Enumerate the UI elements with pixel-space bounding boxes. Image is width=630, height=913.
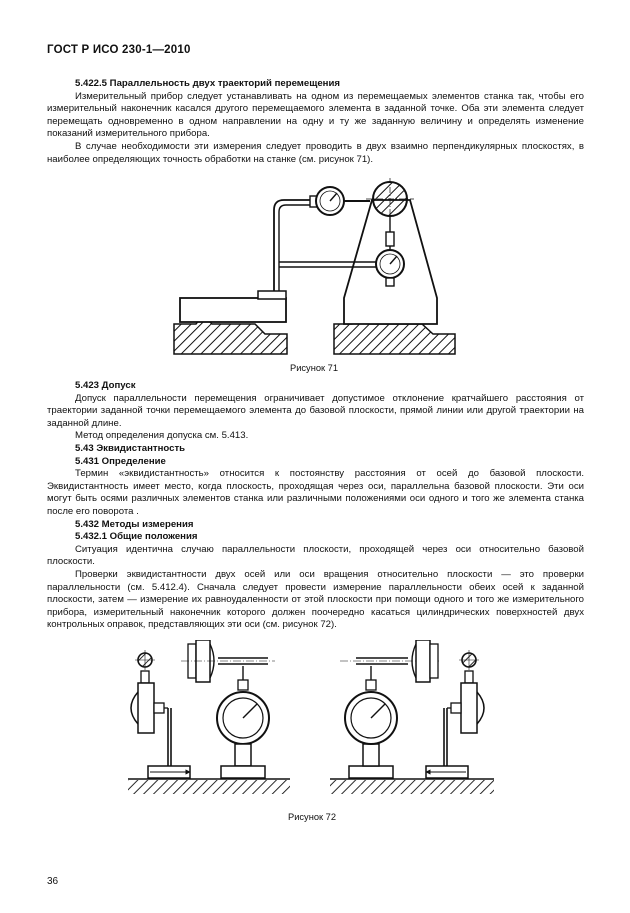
- section-5-423-to-5-432-1: [47, 380, 584, 632]
- document-code: ГОСТ Р ИСО 230-1—2010: [47, 44, 191, 56]
- ground-right: [330, 780, 494, 794]
- paragraph: Проверки эквидистантности двух осей или оси вращения относительно плоскости — это проверки параллельности (см. 5.412.4). Сначала следует провести измерение параллельности обеих осей к заданной плоскости, затем — измерение их равноудаленности от этой плоскости при помощи одного и того же измерительного прибора, измерительный наконечник которого должен поочередно касаться цилиндрических поверхностей двух контрольных оправок, представляющих эти оси (см. рисунок 72).: [47, 568, 584, 631]
- test-mandrel-right: [416, 640, 430, 682]
- section-heading: 5.432 Методы измерения: [75, 518, 194, 530]
- page-number: 36: [47, 876, 59, 887]
- figure-72-diagram: [0, 640, 630, 805]
- paragraph: Ситуация идентична случаю параллельности плоскости, проходящей через оси относительно базовой плоскости.: [47, 543, 584, 568]
- section-5-422-5: [47, 78, 584, 166]
- dial-indicator-side-left: [138, 683, 154, 733]
- paragraph: Метод определения допуска см. 5.413.: [75, 430, 249, 442]
- paragraph: В случае необходимости эти измерения следует проводить в двух взаимно перпендикулярных плоскостях, в наиболее определяющих точность обработки на станке (см. рисунок 71).: [47, 140, 584, 165]
- figure-72-caption: Рисунок 72: [288, 812, 336, 822]
- paragraph: Допуск параллельности перемещения ограничивает допустимое отклонение кратчайшего расстояния от траектории заданной точки перемещаемого элемента до базовой плоскости, прямой линии или другой траектории на заданной длине.: [47, 392, 584, 429]
- dial-indicator-side-right: [461, 683, 477, 733]
- paragraph: Термин «эквидистантность» относится к постоянству расстояния от осей до базовой плоскости. Эквидистантность имеет место, когда плоскость, проходящая через оси, параллельна базовой плоскости. Эти оси могут быть осями различных элементов станка или различными положениями оси одного и того же элемента станка после его поворота .: [47, 468, 584, 517]
- figure-71-diagram: [0, 178, 630, 358]
- paragraph: Измерительный прибор следует устанавливать на одном из перемещаемых элементов станка так, чтобы его измерительный наконечник касался другого перемещаемого элемента в заданной точке. Оба эти элемента следует перемещать одновременно в одном направлении на одну и ту же заданную величину и определять изменение показаний измерительного прибора.: [47, 90, 584, 140]
- section-heading: 5.432.1 Общие положения: [75, 531, 198, 543]
- section-heading: 5.422.5 Параллельность двух траекторий перемещения: [75, 78, 340, 89]
- indicator-stand-base: [258, 291, 286, 299]
- section-heading: 5.43 Эквидистантность: [75, 442, 186, 454]
- figure-71-caption: Рисунок 71: [290, 363, 338, 373]
- section-heading: 5.431 Определение: [75, 455, 166, 467]
- ground-left: [128, 780, 290, 794]
- moving-slide-left: [180, 298, 286, 322]
- section-heading: 5.423 Допуск: [75, 380, 136, 391]
